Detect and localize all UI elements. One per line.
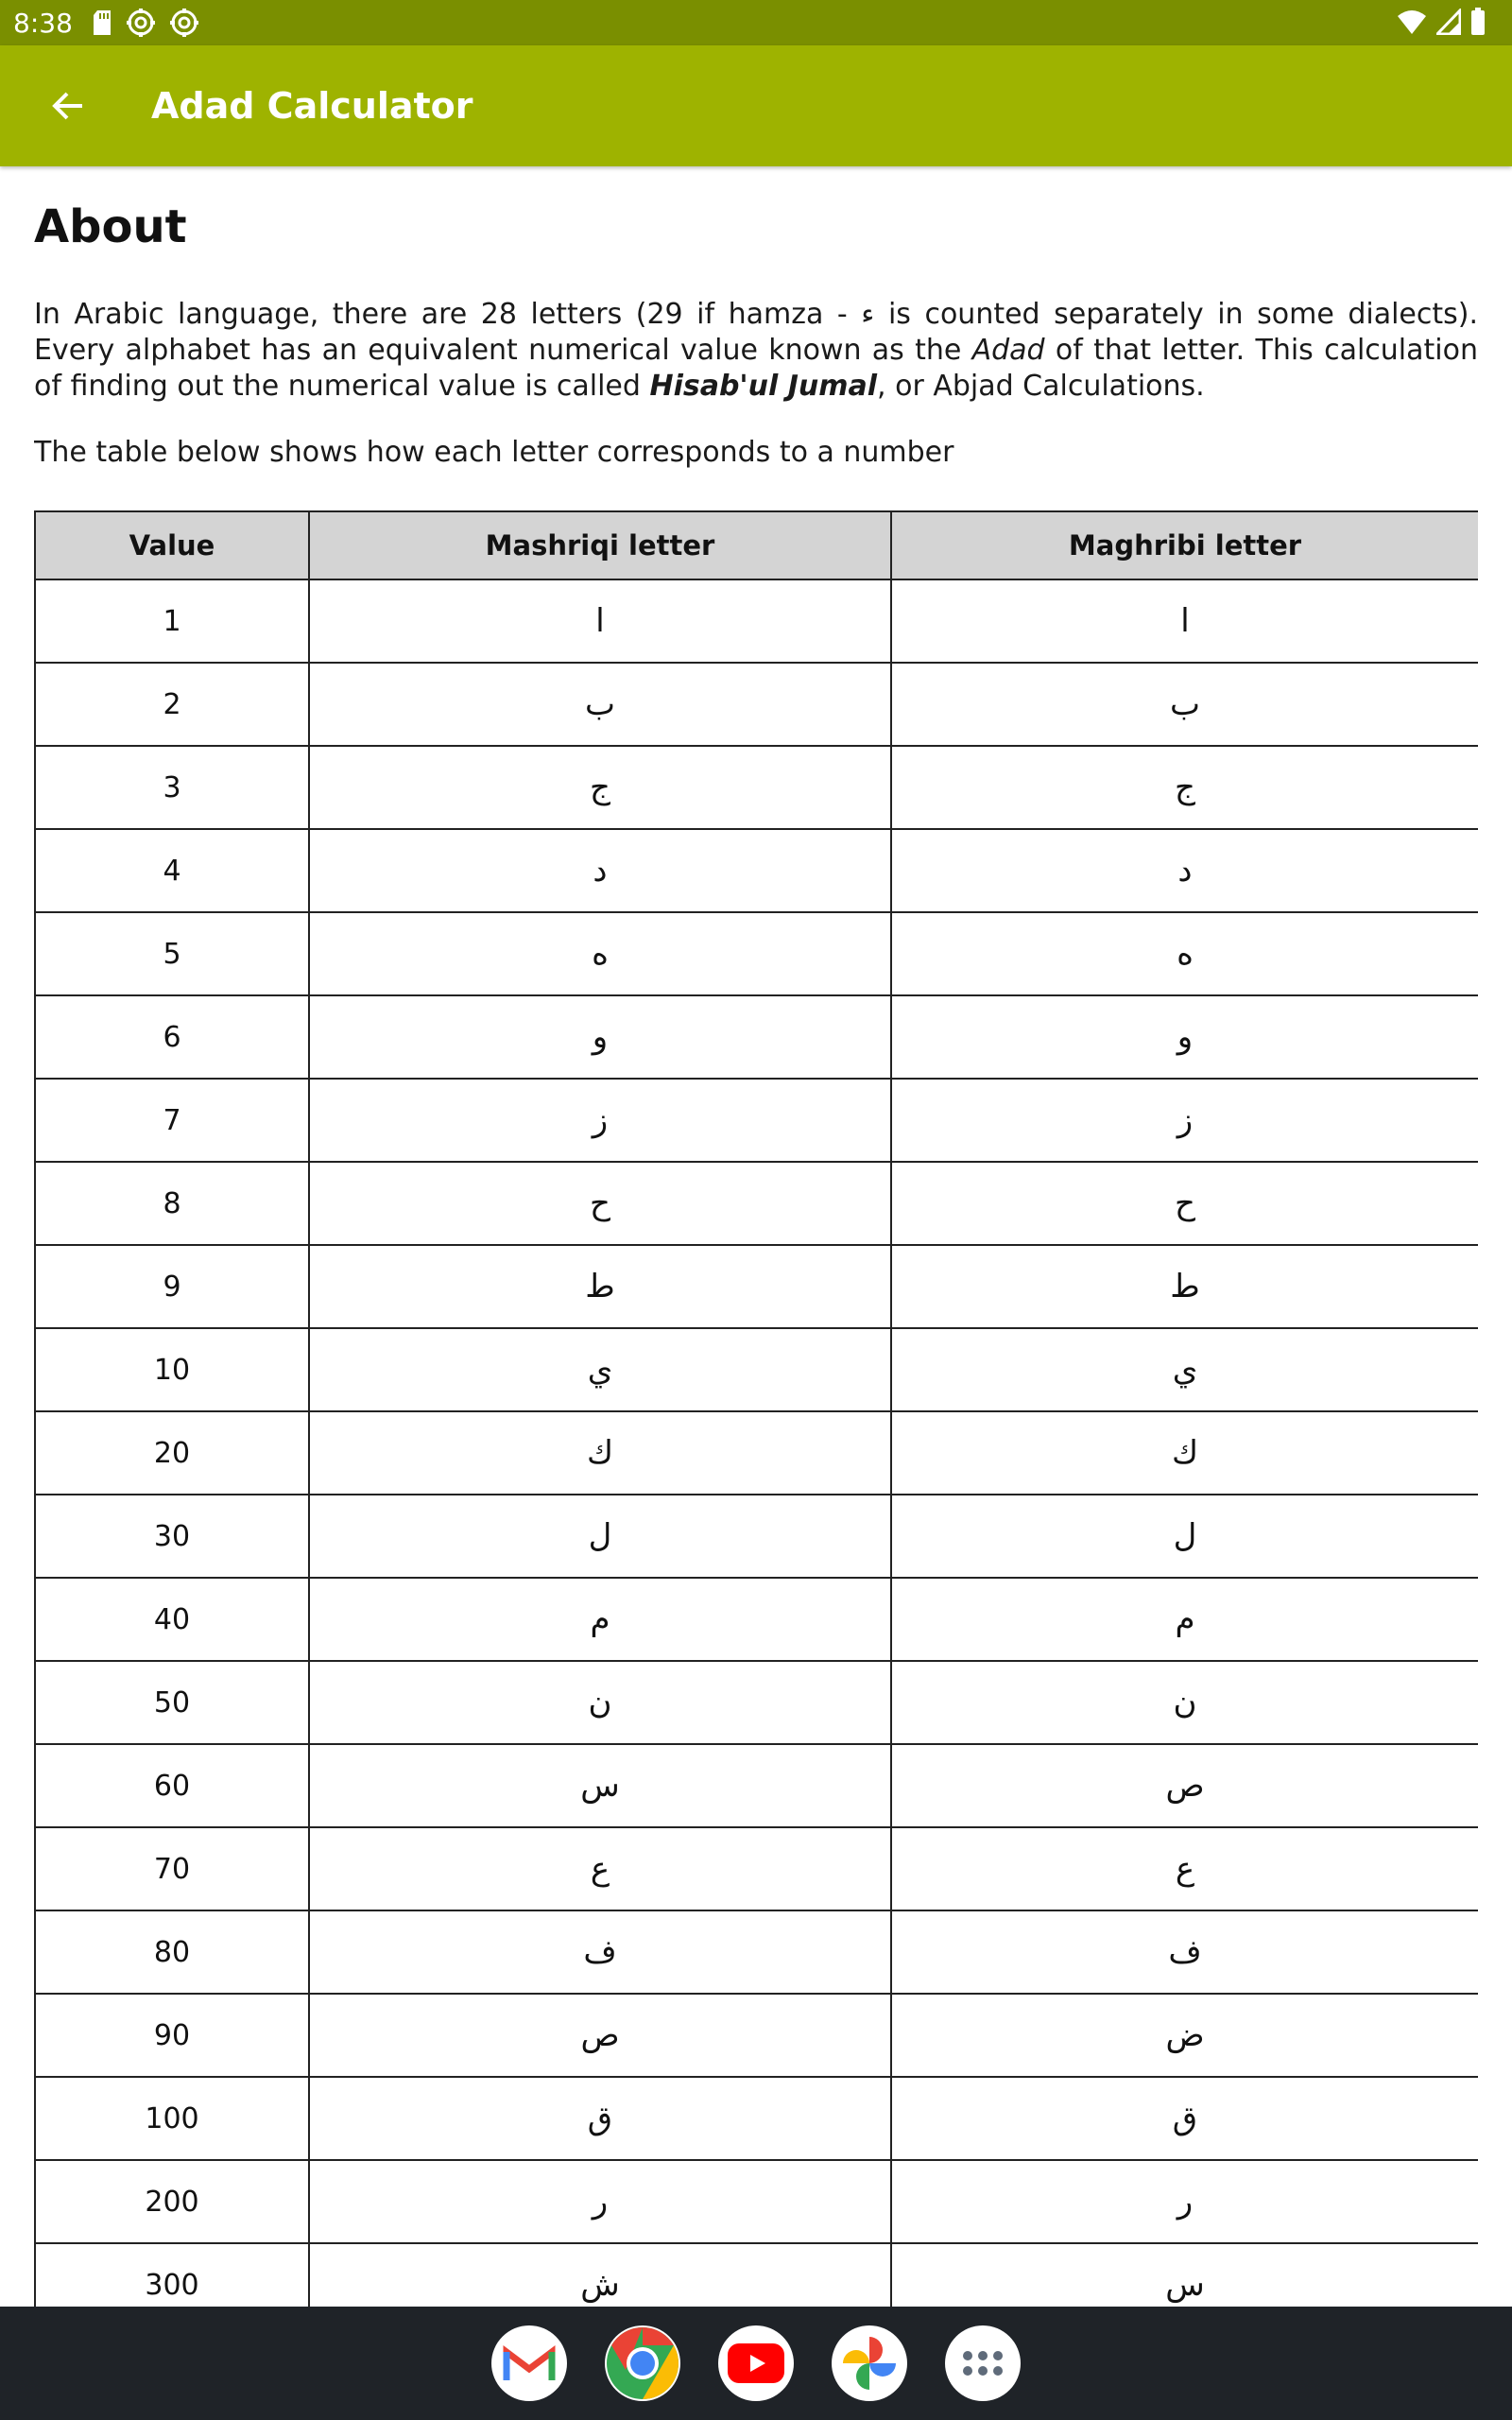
maghribi-letter-cell: ح — [891, 1162, 1478, 1245]
youtube-app[interactable] — [718, 2325, 794, 2401]
value-cell: 9 — [35, 1245, 309, 1328]
value-cell: 300 — [35, 2243, 309, 2307]
table-row — [35, 995, 1478, 1079]
mashriqi-letter-cell: ف — [309, 1910, 891, 1994]
table-row — [35, 579, 1478, 663]
mashriqi-letter-cell: ر — [309, 2160, 891, 2243]
table-row — [35, 1744, 1478, 1827]
page-title: About — [34, 200, 187, 253]
mashriqi-letter-cell: ع — [309, 1827, 891, 1910]
maghribi-letter-cell: ه — [891, 912, 1478, 995]
value-cell: 50 — [35, 1661, 309, 1744]
mashriqi-letter-cell: م — [309, 1578, 891, 1661]
table-row — [35, 2077, 1478, 2160]
value-cell: 7 — [35, 1079, 309, 1162]
app-title: Adad Calculator — [151, 85, 473, 127]
table-row — [35, 1162, 1478, 1245]
value-cell: 10 — [35, 1328, 309, 1411]
maghribi-letter-cell: م — [891, 1578, 1478, 1661]
settings-notification-icon — [126, 8, 156, 38]
value-cell: 4 — [35, 829, 309, 912]
about-content — [34, 166, 1478, 2307]
gmail-app[interactable] — [491, 2325, 567, 2401]
wifi-icon — [1397, 9, 1427, 35]
maghribi-letter-cell: ب — [891, 663, 1478, 746]
value-cell: 80 — [35, 1910, 309, 1994]
column-header-maghribi: Maghribi letter — [891, 511, 1478, 579]
value-cell: 1 — [35, 579, 309, 663]
table-row — [35, 1994, 1478, 2077]
mashriqi-letter-cell: د — [309, 829, 891, 912]
maghribi-letter-cell: ن — [891, 1661, 1478, 1744]
value-cell: 8 — [35, 1162, 309, 1245]
status-bar — [0, 0, 1512, 45]
mashriqi-letter-cell: و — [309, 995, 891, 1079]
maghribi-letter-cell: س — [891, 2243, 1478, 2307]
value-cell: 5 — [35, 912, 309, 995]
table-row — [35, 1661, 1478, 1744]
maghribi-letter-cell: ل — [891, 1495, 1478, 1578]
maghribi-letter-cell: ز — [891, 1079, 1478, 1162]
mashriqi-letter-cell: س — [309, 1744, 891, 1827]
settings-notification-icon — [169, 8, 199, 38]
value-cell: 2 — [35, 663, 309, 746]
maghribi-letter-cell: ص — [891, 1744, 1478, 1827]
photos-app[interactable] — [832, 2325, 907, 2401]
value-cell: 60 — [35, 1744, 309, 1827]
about-text: of that letter. This calculation of finding out the numerical value is called — [34, 334, 1478, 403]
mashriqi-letter-cell: ل — [309, 1495, 891, 1578]
mashriqi-letter-cell: ص — [309, 1994, 891, 2077]
chrome-app[interactable] — [605, 2325, 680, 2401]
table-row — [35, 912, 1478, 995]
table-row — [35, 746, 1478, 829]
table-row — [35, 663, 1478, 746]
table-intro: The table below shows how each letter corresponds to a number — [34, 436, 954, 469]
maghribi-letter-cell: ر — [891, 2160, 1478, 2243]
maghribi-letter-cell: د — [891, 829, 1478, 912]
notification-icons — [92, 8, 199, 38]
table-row — [35, 1910, 1478, 1994]
hisab-term: Hisab'ul Jumal — [649, 370, 878, 403]
adad-term: Adad — [971, 334, 1045, 367]
value-cell: 20 — [35, 1411, 309, 1495]
value-cell: 3 — [35, 746, 309, 829]
column-header-value: Value — [35, 511, 309, 579]
system-status-icons — [1397, 8, 1486, 36]
mashriqi-letter-cell: ن — [309, 1661, 891, 1744]
maghribi-letter-cell: ع — [891, 1827, 1478, 1910]
table-row — [35, 829, 1478, 912]
mashriqi-letter-cell: ا — [309, 579, 891, 663]
column-header-mashriqi: Mashriqi letter — [309, 511, 891, 579]
battery-icon — [1470, 8, 1486, 36]
mashriqi-letter-cell: ز — [309, 1079, 891, 1162]
table-row — [35, 2243, 1478, 2307]
mashriqi-letter-cell: ج — [309, 746, 891, 829]
value-cell: 6 — [35, 995, 309, 1079]
mashriqi-letter-cell: ط — [309, 1245, 891, 1328]
table-row — [35, 1245, 1478, 1328]
table-row — [35, 1495, 1478, 1578]
table-row — [35, 1411, 1478, 1495]
table-row — [35, 1578, 1478, 1661]
maghribi-letter-cell: ي — [891, 1328, 1478, 1411]
app-drawer[interactable] — [945, 2325, 1021, 2401]
value-cell: 90 — [35, 1994, 309, 2077]
maghribi-letter-cell: ا — [891, 579, 1478, 663]
table-row — [35, 1328, 1478, 1411]
value-cell: 100 — [35, 2077, 309, 2160]
mashriqi-letter-cell: ح — [309, 1162, 891, 1245]
chrome-icon — [605, 2325, 680, 2401]
photos-icon — [839, 2333, 900, 2394]
cell-signal-icon — [1436, 9, 1461, 35]
maghribi-letter-cell: و — [891, 995, 1478, 1079]
maghribi-letter-cell: ق — [891, 2077, 1478, 2160]
table-row — [35, 2160, 1478, 2243]
mashriqi-letter-cell: ق — [309, 2077, 891, 2160]
app-bar — [0, 45, 1512, 166]
value-cell: 200 — [35, 2160, 309, 2243]
abjad-table — [34, 510, 1478, 2307]
gmail-icon — [503, 2342, 556, 2384]
maghribi-letter-cell: ج — [891, 746, 1478, 829]
maghribi-letter-cell: ك — [891, 1411, 1478, 1495]
mashriqi-letter-cell: ك — [309, 1411, 891, 1495]
maghribi-letter-cell: ف — [891, 1910, 1478, 1994]
table-row — [35, 1079, 1478, 1162]
status-time: 8:38 — [13, 7, 73, 39]
table-body — [35, 579, 1478, 2307]
back-button[interactable] — [34, 72, 102, 140]
dock-bar — [0, 2307, 1512, 2420]
mashriqi-letter-cell: ش — [309, 2243, 891, 2307]
maghribi-letter-cell: ض — [891, 1994, 1478, 2077]
value-cell: 30 — [35, 1495, 309, 1578]
about-text: , or Abjad Calculations. — [877, 370, 1205, 403]
hamza-letter: ء — [861, 298, 875, 331]
arrow-back-icon — [52, 90, 84, 122]
about-text: In Arabic language, there are 28 letters (29 if hamza - — [34, 298, 862, 331]
mashriqi-letter-cell: ي — [309, 1328, 891, 1411]
table-header-row — [35, 511, 1478, 579]
app-drawer-icon — [962, 2348, 1004, 2378]
mashriqi-letter-cell: ه — [309, 912, 891, 995]
maghribi-letter-cell: ط — [891, 1245, 1478, 1328]
about-text: is counted separately in some dialects). Every alphabet has an equivalent numerical value known as the — [34, 298, 1478, 367]
about-paragraph — [34, 297, 1478, 405]
mashriqi-letter-cell: ب — [309, 663, 891, 746]
youtube-icon — [728, 2343, 784, 2383]
value-cell: 70 — [35, 1827, 309, 1910]
value-cell: 40 — [35, 1578, 309, 1661]
table-row — [35, 1827, 1478, 1910]
sd-card-icon — [92, 9, 112, 36]
